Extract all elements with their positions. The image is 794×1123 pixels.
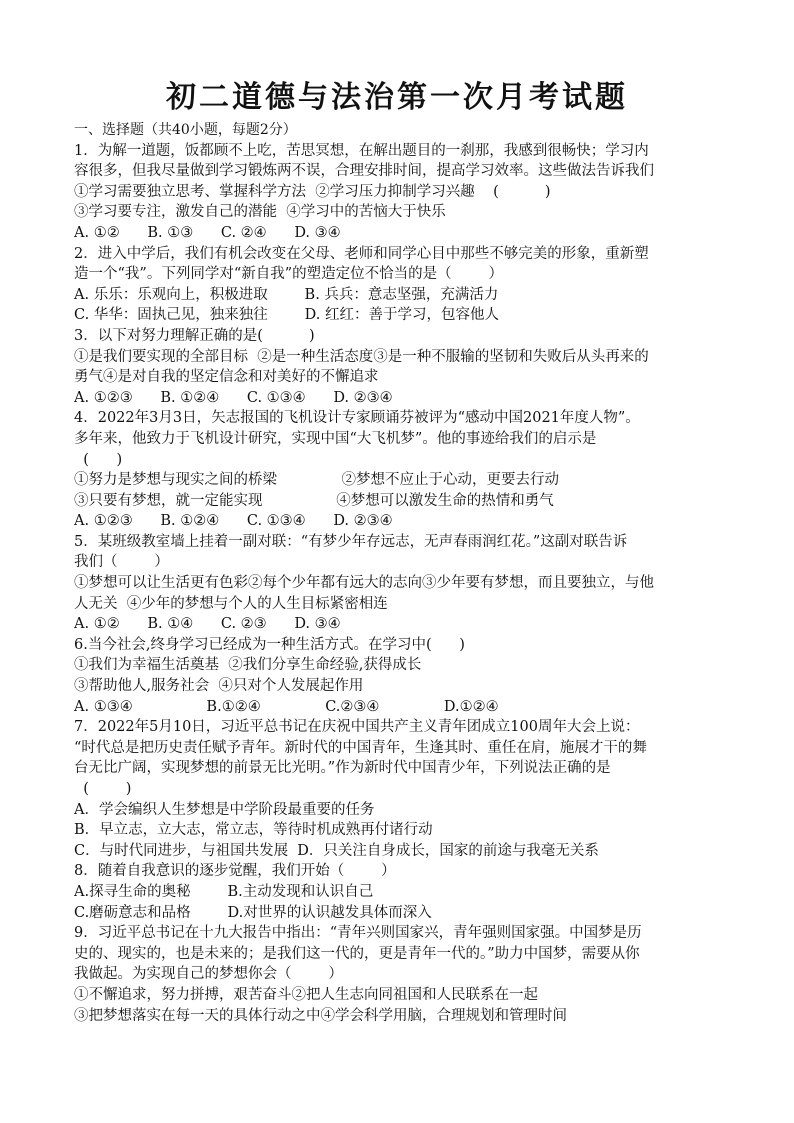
text-line: 我们（ ） — [74, 554, 169, 571]
text-line: ③只要有梦想，就一定能实现 ④梦想可以激发生命的热情和勇气 — [74, 492, 554, 509]
text-line: ③把梦想落实在每一天的具体行动之中④学会科学用脑，合理规划和管理时间 — [74, 1007, 567, 1024]
question-content — [74, 120, 722, 1026]
text-line: ③帮助他人,服务社会 ④只对个人发展起作用 — [74, 678, 364, 695]
text-line: 9．习近平总书记在十九大报告中指出：“青年兴则国家兴，青年强则国家强。中国梦是历 — [74, 925, 642, 942]
text-line: ①不懈追求，努力拼搏，艰苦奋斗②把人生志向同祖国和人民联系在一起 — [74, 986, 538, 1003]
text-line: C.磨砺意志和品格 D.对世界的认识越发具体而深入 — [74, 904, 432, 921]
text-line: A. ①②③ B. ①②④ C. ①③④ D. ②③④ — [74, 513, 393, 530]
text-line: 史的、现实的，也是未来的；是我们这一代的，更是青年一代的。”助力中国梦，需要从你 — [74, 945, 640, 962]
text-line: A. ①② B. ①③ C. ②④ D. ③④ — [74, 224, 341, 241]
text-line: 1．为解一道题，饭都顾不上吃，苦思冥想，在解出题目的一刹那，我感到很畅快；学习内 — [74, 142, 649, 159]
text-line: 造一个“我”。下列同学对“新自我”的塑造定位不恰当的是（ ） — [74, 266, 504, 283]
text-line: “时代总是把历史责任赋予青年。新时代的中国青年，生逢其时、重任在肩，施展才干的舞 — [74, 739, 647, 756]
text-line: 人无关 ④少年的梦想与个人的人生目标紧密相连 — [74, 595, 388, 612]
text-line: 4．2022年3月3日，矢志报国的飞机设计专家顾诵芬被评为“感动中国2021年度人物”。 — [74, 410, 640, 427]
text-line: A. ①③④ B.①②④ C.②③④ D.①②④ — [74, 698, 499, 715]
text-line: ( ) — [74, 781, 132, 797]
text-line: ③学习要专注，激发自己的潜能 ④学习中的苦恼大于快乐 — [74, 204, 446, 221]
text-line: 我做起。为实现自己的梦想你会（ ） — [74, 966, 343, 983]
text-line: A. 乐乐：乐观向上，积极进取 B. 兵兵：意志坚强，充满活力 — [74, 286, 499, 303]
text-line: ①学习需要独立思考、掌握科学方法 ②学习压力抑制学习兴趣 ( ) — [74, 183, 551, 200]
text-line: 7．2022年5月10日，习近平总书记在庆祝中国共产主义青年团成立100周年大会上说： — [74, 719, 640, 736]
text-line: 6.当今社会,终身学习已经成为一种生活方式。在学习中( ) — [74, 636, 465, 653]
text-line: A. ①② B. ①④ C. ②③ D. ③④ — [74, 616, 341, 633]
text-line: ①是我们要实现的全部目标 ②是一种生活态度③是一种不服输的坚韧和失败后从头再来的 — [74, 348, 649, 365]
text-line: 8．随着自我意识的逐步觉醒，我们开始（ ） — [74, 863, 396, 880]
text-line: A.探寻生命的奥秘 B.主动发现和认识自己 — [74, 883, 374, 900]
text-line: ①梦想可以让生活更有色彩②每个少年都有远大的志向③少年要有梦想，而且要独立，与他 — [74, 575, 654, 592]
text-line: 台无比广阔，实现梦想的前景无比光明。”作为新时代中国青少年，下列说法正确的是 — [74, 760, 611, 777]
text-line: C. 华华：固执己见，独来独往 D. 红红：善于学习，包容他人 — [74, 307, 499, 324]
text-line: 多年来，他致力于飞机设计研究，实现中国“大飞机梦”。他的事迹给我们的启示是 — [74, 430, 597, 447]
text-line: 5．某班级教室墙上挂着一副对联：“有梦少年存远志，无声春雨润红花。”这副对联告诉 — [74, 533, 628, 550]
text-line: A. ①②③ B. ①②④ C. ①③④ D. ②③④ — [74, 389, 393, 406]
question-lines — [74, 141, 722, 1027]
text-line: C．与时代同进步，与祖国共发展 D．只关注自身成长，国家的前途与我毫无关系 — [74, 842, 599, 859]
page-title: 初二道德与法治第一次月考试题 — [166, 80, 628, 115]
text-line: ①努力是梦想与现实之间的桥梁 ②梦想不应止于心动，更要去行动 — [74, 472, 560, 489]
text-line: 勇气④是对自我的坚定信念和对美好的不懈追求 — [74, 369, 379, 386]
text-line: 2．进入中学后，我们有机会改变在父母、老师和同学心目中那些不够完美的形象，重新塑 — [74, 245, 649, 262]
text-line: B．早立志，立大志，常立志，等待时机成熟再付诸行动 — [74, 822, 433, 839]
text-line: A．学会编织人生梦想是中学阶段最重要的任务 — [74, 801, 375, 818]
text-line: ( ) — [74, 451, 123, 468]
section-heading: 一、选择题（共40小题，每题2分） — [74, 122, 297, 138]
text-line: ①我们为幸福生活奠基 ②我们分享生命经验,获得成长 — [74, 657, 422, 674]
text-line: 容很多，但我尽量做到学习锻炼两不误，合理安排时间，提高学习效率。这些做法告诉我们 — [74, 163, 654, 180]
text-line: 3．以下对努力理解正确的是( ) — [74, 327, 315, 344]
